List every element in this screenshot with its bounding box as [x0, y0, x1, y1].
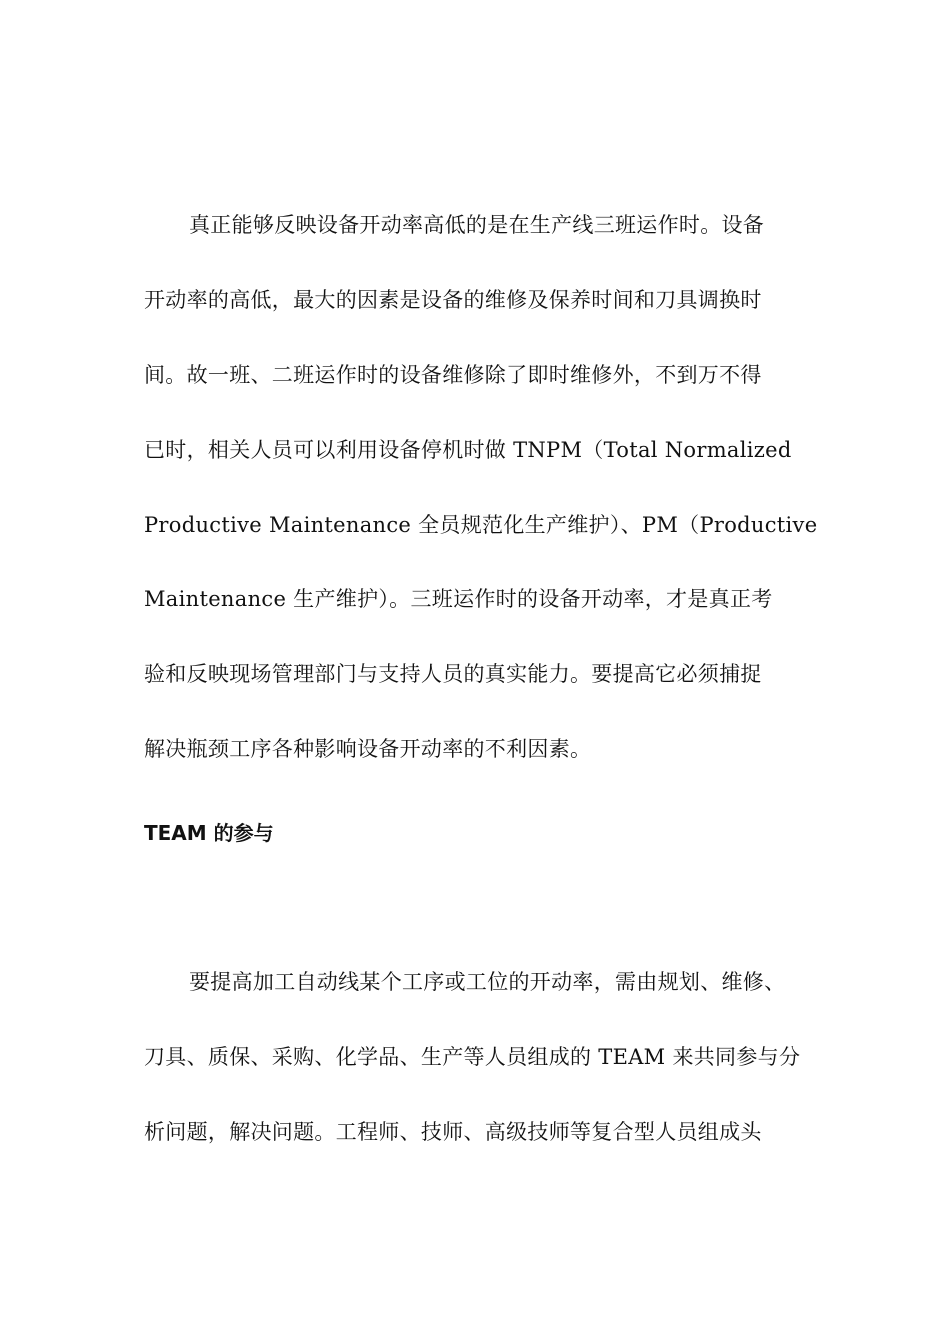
paragraph-1-line-4: 已时，相关人员可以利用设备停机时做 TNPM（Total Normalized — [144, 438, 792, 462]
paragraph-1-line-5: Productive Maintenance 全员规范化生产维护）、PM（Productive — [144, 513, 818, 537]
paragraph-1-line-6: Maintenance 生产维护）。三班运作时的设备开动率，才是真正考 — [144, 587, 773, 611]
paragraph-1-line-3: 间。故一班、二班运作时的设备维修除了即时维修外，不到万不得 — [144, 363, 762, 387]
paragraph-1-line-7: 验和反映现场管理部门与支持人员的真实能力。要提高它必须捕捉 — [144, 662, 762, 686]
paragraph-1-line-1: 真正能够反映设备开动率高低的是在生产线三班运作时。设备 — [189, 213, 765, 237]
section-heading: TEAM 的参与 — [144, 821, 274, 845]
paragraph-2-line-1: 要提高加工自动线某个工序或工位的开动率，需由规划、维修、 — [189, 970, 786, 994]
paragraph-1-line-2: 开动率的高低，最大的因素是设备的维修及保养时间和刀具调换时 — [144, 288, 762, 312]
paragraph-2-line-2: 刀具、质保、采购、化学品、生产等人员组成的 TEAM 来共同参与分 — [144, 1045, 801, 1069]
paragraph-1-line-8: 解决瓶颈工序各种影响设备开动率的不利因素。 — [144, 737, 592, 761]
paragraph-2-line-3: 析问题，解决问题。工程师、技师、高级技师等复合型人员组成头 — [144, 1120, 762, 1144]
